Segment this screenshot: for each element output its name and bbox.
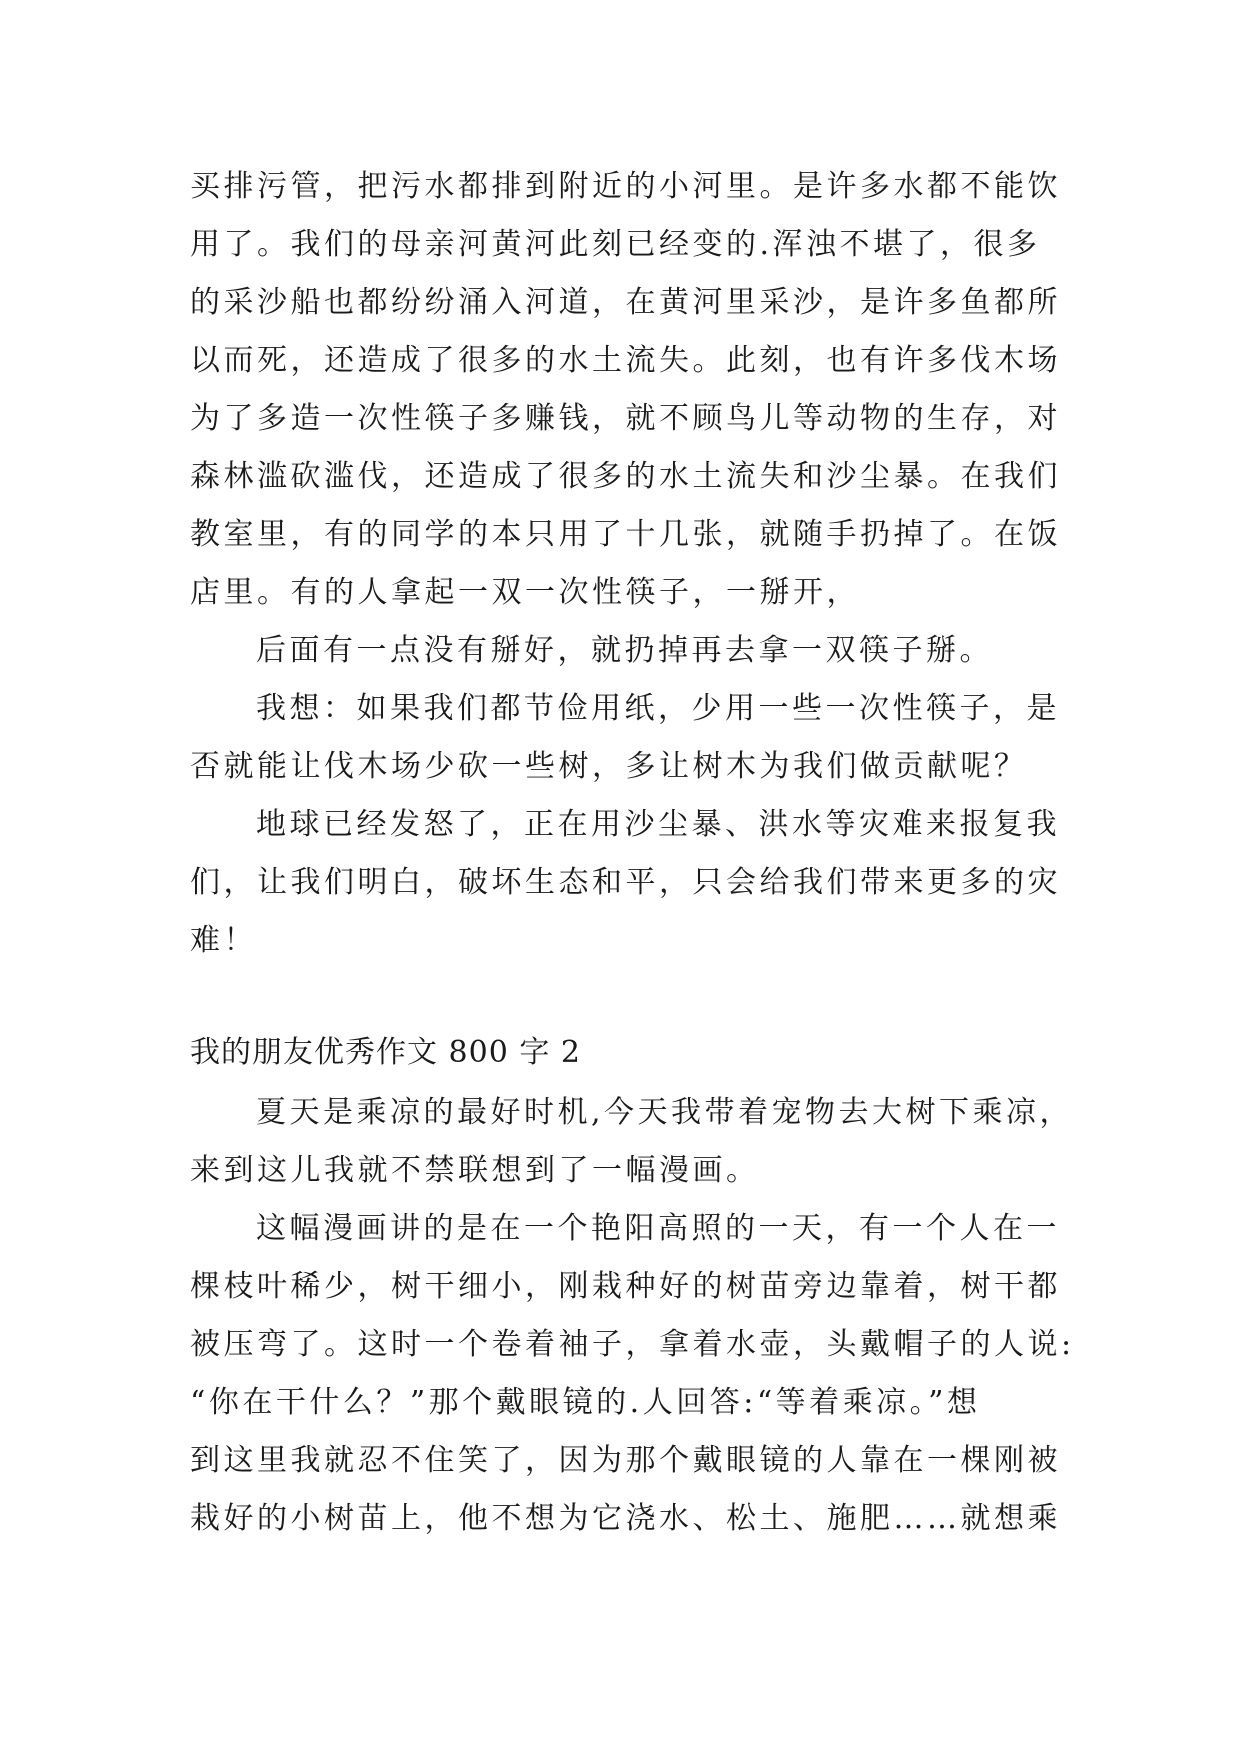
paragraph-line: 教室里，有的同学的本只用了十几张，就随手扔掉了。在饭 [190,517,1061,552]
paragraph-line: 店里。有的人拿起一双一次性筷子，一掰开， [190,575,860,610]
paragraph-line: 夏天是乘凉的最好时机,今天我带着宠物去大树下乘凉， [256,1095,1074,1130]
paragraph-line: 棵枝叶稀少，树干细小，刚栽种好的树苗旁边靠着，树干都 [190,1269,1061,1304]
section-heading: 我的朋友优秀作文 800 字 2 [190,1035,581,1070]
paragraph-line: 们，让我们明白，破坏生态和平，只会给我们带来更多的灾 [190,865,1061,900]
paragraph-line: 为了多造一次性筷子多赚钱，就不顾鸟儿等动物的生存，对 [190,401,1061,436]
paragraph-line: 我想：如果我们都节俭用纸，少用一些一次性筷子，是 [256,691,1060,726]
paragraph-line: 这幅漫画讲的是在一个艳阳高照的一天，有一个人在一 [256,1211,1060,1246]
paragraph-line: 森林滥砍滥伐，还造成了很多的水土流失和沙尘暴。在我们 [190,459,1061,494]
paragraph-line: 买排污管，把污水都排到附近的小河里。是许多水都不能饮 [190,169,1061,204]
paragraph-line: 地球已经发怒了，正在用沙尘暴、洪水等灾难来报复我 [256,807,1060,842]
paragraph-line: 被压弯了。这时一个卷着袖子，拿着水壶，头戴帽子的人说: [190,1327,1075,1362]
paragraph-line: 到这里我就忍不住笑了，因为那个戴眼镜的人靠在一棵刚被 [190,1443,1061,1478]
paragraph-line: 后面有一点没有掰好，就扔掉再去拿一双筷子掰。 [256,633,993,668]
paragraph-line: 的采沙船也都纷纷涌入河道，在黄河里采沙，是许多鱼都所 [190,285,1061,320]
paragraph-line: “你在干什么？”那个戴眼镜的.人回答:“等着乘凉。”想 [190,1385,981,1420]
paragraph-line: 来到这儿我就不禁联想到了一幅漫画。 [190,1153,760,1188]
paragraph-line: 以而死，还造成了很多的水土流失。此刻，也有许多伐木场 [190,343,1061,378]
paragraph-line: 否就能让伐木场少砍一些树，多让树木为我们做贡献呢？ [190,749,1028,784]
paragraph-line: 栽好的小树苗上，他不想为它浇水、松土、施肥……就想乘 [190,1501,1061,1536]
paragraph-line: 难！ [190,923,257,958]
paragraph-line: 用了。我们的母亲河黄河此刻已经变的.浑浊不堪了，很多 [190,227,1041,262]
